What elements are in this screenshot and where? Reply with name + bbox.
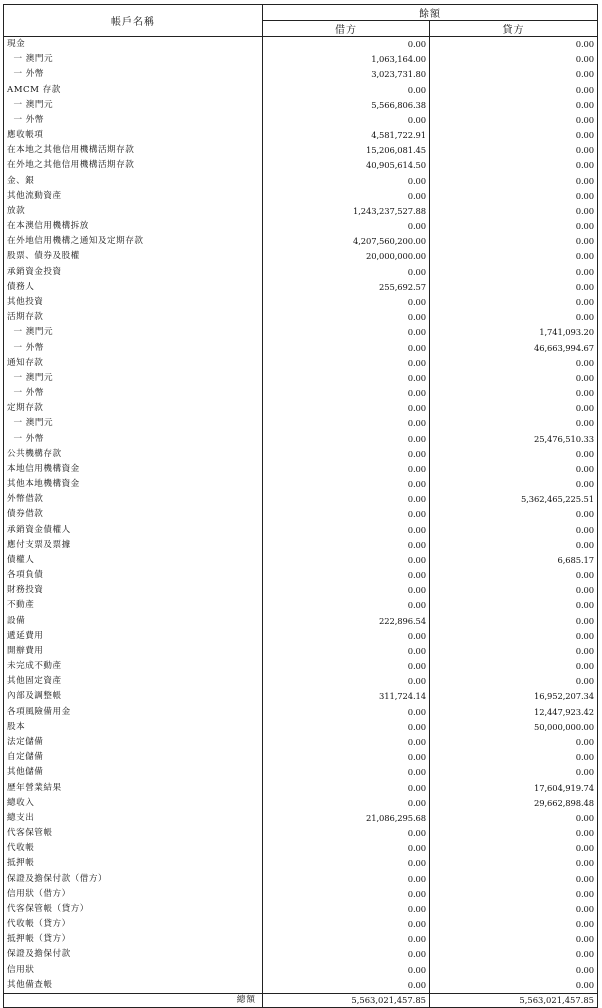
credit-value: 0.00 <box>430 67 598 82</box>
account-name: 在本澳信用機構拆放 <box>4 219 263 234</box>
account-name: 各項負債 <box>4 568 263 583</box>
account-name: 開辦費用 <box>4 644 263 659</box>
table-row <box>4 507 598 522</box>
table-row <box>4 462 598 477</box>
debit-value: 0.00 <box>263 265 430 280</box>
table-row <box>4 265 598 280</box>
table-row <box>4 962 598 977</box>
account-name: 設備 <box>4 614 263 629</box>
credit-value: 16,952,207.34 <box>430 689 598 704</box>
account-name: 承銷資金投資 <box>4 265 263 280</box>
credit-value: 0.00 <box>430 265 598 280</box>
credit-value: 0.00 <box>430 932 598 947</box>
debit-value: 0.00 <box>263 37 430 53</box>
debit-value: 20,000,000.00 <box>263 249 430 264</box>
credit-value: 0.00 <box>430 113 598 128</box>
account-name: 一 外幣 <box>4 431 263 446</box>
debit-value: 0.00 <box>263 189 430 204</box>
account-name: 金、銀 <box>4 174 263 189</box>
account-name: 放款 <box>4 204 263 219</box>
credit-value: 0.00 <box>430 523 598 538</box>
debit-value: 0.00 <box>263 902 430 917</box>
trial-balance-table <box>3 4 598 1008</box>
account-name-header: 帳戶名稱 <box>4 5 263 37</box>
credit-value: 0.00 <box>430 674 598 689</box>
account-name: 信用狀 <box>4 962 263 977</box>
credit-value: 0.00 <box>430 644 598 659</box>
table-footer <box>4 993 598 1007</box>
debit-value: 0.00 <box>263 174 430 189</box>
account-name: 本地信用機構資金 <box>4 462 263 477</box>
debit-value: 311,724.14 <box>263 689 430 704</box>
table-row <box>4 811 598 826</box>
credit-value: 0.00 <box>430 416 598 431</box>
table-row <box>4 780 598 795</box>
account-name: 外幣借款 <box>4 492 263 507</box>
account-name: 不動產 <box>4 598 263 613</box>
table-row <box>4 765 598 780</box>
debit-value: 0.00 <box>263 856 430 871</box>
debit-value: 0.00 <box>263 416 430 431</box>
debit-value: 0.00 <box>263 659 430 674</box>
table-row <box>4 871 598 886</box>
account-name: 一 澳門元 <box>4 52 263 67</box>
table-row <box>4 401 598 416</box>
credit-value: 0.00 <box>430 598 598 613</box>
account-name: 一 外幣 <box>4 340 263 355</box>
credit-value: 0.00 <box>430 841 598 856</box>
account-name: 其他備查帳 <box>4 978 263 994</box>
table-row <box>4 174 598 189</box>
account-name: 在外地信用機構之通知及定期存款 <box>4 234 263 249</box>
account-name: 抵押帳（貸方） <box>4 932 263 947</box>
account-name: 代收帳（貸方） <box>4 917 263 932</box>
debit-header: 借方 <box>263 21 430 37</box>
credit-header: 貸方 <box>430 21 598 37</box>
credit-value: 0.00 <box>430 37 598 53</box>
credit-value: 0.00 <box>430 735 598 750</box>
account-name: 歷年營業結果 <box>4 780 263 795</box>
credit-value: 1,741,093.20 <box>430 325 598 340</box>
account-name: 債務人 <box>4 280 263 295</box>
debit-value: 0.00 <box>263 887 430 902</box>
debit-value: 21,086,295.68 <box>263 811 430 826</box>
credit-value: 0.00 <box>430 356 598 371</box>
total-debit: 5,563,021,457.85 <box>263 993 430 1007</box>
credit-value: 0.00 <box>430 568 598 583</box>
total-label: 總額 <box>4 993 263 1007</box>
debit-value: 0.00 <box>263 583 430 598</box>
table-row <box>4 644 598 659</box>
credit-value: 0.00 <box>430 629 598 644</box>
debit-value: 0.00 <box>263 674 430 689</box>
table-row <box>4 204 598 219</box>
debit-value: 0.00 <box>263 765 430 780</box>
debit-value: 0.00 <box>263 553 430 568</box>
debit-value: 0.00 <box>263 431 430 446</box>
credit-value: 0.00 <box>430 978 598 994</box>
credit-value: 0.00 <box>430 765 598 780</box>
credit-value: 0.00 <box>430 826 598 841</box>
credit-value: 12,447,923.42 <box>430 705 598 720</box>
table-row <box>4 67 598 82</box>
credit-value: 0.00 <box>430 917 598 932</box>
total-row <box>4 993 598 1007</box>
credit-value: 0.00 <box>430 947 598 962</box>
account-name: 各項風險備用金 <box>4 705 263 720</box>
table-row <box>4 143 598 158</box>
account-name: 總支出 <box>4 811 263 826</box>
debit-value: 3,023,731.80 <box>263 67 430 82</box>
debit-value: 0.00 <box>263 598 430 613</box>
debit-value: 0.00 <box>263 871 430 886</box>
credit-value: 0.00 <box>430 750 598 765</box>
credit-value: 0.00 <box>430 52 598 67</box>
table-row <box>4 83 598 98</box>
credit-value: 0.00 <box>430 189 598 204</box>
table-row <box>4 887 598 902</box>
table-row <box>4 826 598 841</box>
credit-value: 0.00 <box>430 83 598 98</box>
debit-value: 0.00 <box>263 340 430 355</box>
debit-value: 0.00 <box>263 523 430 538</box>
debit-value: 0.00 <box>263 962 430 977</box>
credit-value: 46,663,994.67 <box>430 340 598 355</box>
account-name: 代客保管帳（貸方） <box>4 902 263 917</box>
debit-value: 0.00 <box>263 325 430 340</box>
debit-value: 0.00 <box>263 401 430 416</box>
credit-value: 0.00 <box>430 583 598 598</box>
debit-value: 40,905,614.50 <box>263 158 430 173</box>
table-row <box>4 841 598 856</box>
debit-value: 0.00 <box>263 796 430 811</box>
account-name: 自定儲備 <box>4 750 263 765</box>
table-row <box>4 629 598 644</box>
table-row <box>4 325 598 340</box>
table-row <box>4 128 598 143</box>
table-row <box>4 553 598 568</box>
table-row <box>4 735 598 750</box>
account-name: 一 澳門元 <box>4 98 263 113</box>
debit-value: 0.00 <box>263 644 430 659</box>
account-name: 承銷資金債權人 <box>4 523 263 538</box>
table-row <box>4 234 598 249</box>
credit-value: 0.00 <box>430 371 598 386</box>
credit-value: 0.00 <box>430 659 598 674</box>
table-row <box>4 856 598 871</box>
table-row <box>4 659 598 674</box>
table-row <box>4 158 598 173</box>
credit-value: 25,476,510.33 <box>430 431 598 446</box>
account-name: 股票、債券及股權 <box>4 249 263 264</box>
credit-value: 0.00 <box>430 204 598 219</box>
debit-value: 0.00 <box>263 477 430 492</box>
account-name: 內部及調整帳 <box>4 689 263 704</box>
debit-value: 1,063,164.00 <box>263 52 430 67</box>
debit-value: 222,896.54 <box>263 614 430 629</box>
credit-value: 0.00 <box>430 538 598 553</box>
account-name: 一 澳門元 <box>4 416 263 431</box>
debit-value: 0.00 <box>263 386 430 401</box>
table-row <box>4 52 598 67</box>
credit-value: 0.00 <box>430 462 598 477</box>
debit-value: 5,566,806.38 <box>263 98 430 113</box>
debit-value: 0.00 <box>263 462 430 477</box>
credit-value: 0.00 <box>430 871 598 886</box>
table-row <box>4 295 598 310</box>
table-row <box>4 796 598 811</box>
account-name: 其他投資 <box>4 295 263 310</box>
credit-value: 0.00 <box>430 386 598 401</box>
trial-balance-sheet <box>3 4 597 1008</box>
account-name: 其他流動資產 <box>4 189 263 204</box>
table-row <box>4 492 598 507</box>
account-name: 一 澳門元 <box>4 325 263 340</box>
debit-value: 0.00 <box>263 356 430 371</box>
account-name: 保證及擔保付款（借方） <box>4 871 263 886</box>
credit-value: 0.00 <box>430 401 598 416</box>
account-name: 債券借款 <box>4 507 263 522</box>
account-name: 應收帳項 <box>4 128 263 143</box>
table-row <box>4 598 598 613</box>
table-row <box>4 674 598 689</box>
credit-value: 0.00 <box>430 174 598 189</box>
debit-value: 0.00 <box>263 507 430 522</box>
table-row <box>4 750 598 765</box>
debit-value: 0.00 <box>263 826 430 841</box>
account-name: 在本地之其他信用機構活期存款 <box>4 143 263 158</box>
account-name: 其他儲備 <box>4 765 263 780</box>
account-name: 未完成不動產 <box>4 659 263 674</box>
account-name: 一 外幣 <box>4 113 263 128</box>
debit-value: 0.00 <box>263 978 430 994</box>
credit-value: 0.00 <box>430 507 598 522</box>
table-row <box>4 98 598 113</box>
account-name: 法定儲備 <box>4 735 263 750</box>
table-row <box>4 538 598 553</box>
debit-value: 0.00 <box>263 310 430 325</box>
debit-value: 15,206,081.45 <box>263 143 430 158</box>
debit-value: 4,207,560,200.00 <box>263 234 430 249</box>
credit-value: 0.00 <box>430 310 598 325</box>
credit-value: 29,662,898.48 <box>430 796 598 811</box>
table-row <box>4 249 598 264</box>
table-header <box>4 5 598 37</box>
debit-value: 1,243,237,527.88 <box>263 204 430 219</box>
account-name: 其他固定資產 <box>4 674 263 689</box>
table-row <box>4 431 598 446</box>
table-row <box>4 113 598 128</box>
account-name: 其他本地機構資金 <box>4 477 263 492</box>
debit-value: 0.00 <box>263 371 430 386</box>
credit-value: 0.00 <box>430 128 598 143</box>
account-name: 保證及擔保付款 <box>4 947 263 962</box>
table-body <box>4 37 598 994</box>
debit-value: 0.00 <box>263 705 430 720</box>
table-row <box>4 917 598 932</box>
account-name: 一 澳門元 <box>4 371 263 386</box>
account-name: 活期存款 <box>4 310 263 325</box>
table-row <box>4 416 598 431</box>
table-row <box>4 477 598 492</box>
credit-value: 0.00 <box>430 158 598 173</box>
account-name: 公共機構存款 <box>4 447 263 462</box>
table-row <box>4 978 598 994</box>
table-row <box>4 705 598 720</box>
debit-value: 0.00 <box>263 735 430 750</box>
account-name: 代客保管帳 <box>4 826 263 841</box>
credit-value: 0.00 <box>430 902 598 917</box>
credit-value: 0.00 <box>430 249 598 264</box>
table-row <box>4 902 598 917</box>
credit-value: 0.00 <box>430 447 598 462</box>
debit-value: 0.00 <box>263 538 430 553</box>
account-name: 一 外幣 <box>4 386 263 401</box>
credit-value: 0.00 <box>430 98 598 113</box>
account-name: 現金 <box>4 37 263 53</box>
debit-value: 0.00 <box>263 720 430 735</box>
account-name: 在外地之其他信用機構活期存款 <box>4 158 263 173</box>
debit-value: 0.00 <box>263 780 430 795</box>
credit-value: 0.00 <box>430 856 598 871</box>
credit-value: 0.00 <box>430 962 598 977</box>
table-row <box>4 280 598 295</box>
credit-value: 6,685.17 <box>430 553 598 568</box>
credit-value: 0.00 <box>430 280 598 295</box>
table-row <box>4 720 598 735</box>
debit-value: 0.00 <box>263 447 430 462</box>
credit-value: 17,604,919.74 <box>430 780 598 795</box>
table-row <box>4 189 598 204</box>
account-name: AMCM 存款 <box>4 83 263 98</box>
table-row <box>4 447 598 462</box>
debit-value: 0.00 <box>263 219 430 234</box>
debit-value: 0.00 <box>263 841 430 856</box>
table-row <box>4 356 598 371</box>
table-row <box>4 340 598 355</box>
account-name: 定期存款 <box>4 401 263 416</box>
debit-value: 0.00 <box>263 947 430 962</box>
table-row <box>4 947 598 962</box>
table-row <box>4 371 598 386</box>
table-row <box>4 614 598 629</box>
debit-value: 0.00 <box>263 750 430 765</box>
account-name: 通知存款 <box>4 356 263 371</box>
credit-value: 0.00 <box>430 477 598 492</box>
table-row <box>4 310 598 325</box>
debit-value: 0.00 <box>263 932 430 947</box>
account-name: 債權人 <box>4 553 263 568</box>
table-row <box>4 568 598 583</box>
credit-value: 50,000,000.00 <box>430 720 598 735</box>
debit-value: 0.00 <box>263 917 430 932</box>
debit-value: 0.00 <box>263 295 430 310</box>
account-name: 代收帳 <box>4 841 263 856</box>
debit-value: 0.00 <box>263 492 430 507</box>
credit-value: 0.00 <box>430 811 598 826</box>
balance-header: 餘額 <box>263 5 598 21</box>
account-name: 應付支票及票據 <box>4 538 263 553</box>
credit-value: 0.00 <box>430 614 598 629</box>
credit-value: 5,362,465,225.51 <box>430 492 598 507</box>
debit-value: 4,581,722.91 <box>263 128 430 143</box>
table-row <box>4 386 598 401</box>
credit-value: 0.00 <box>430 234 598 249</box>
debit-value: 0.00 <box>263 568 430 583</box>
account-name: 信用狀（借方） <box>4 887 263 902</box>
account-name: 一 外幣 <box>4 67 263 82</box>
table-row <box>4 523 598 538</box>
account-name: 遞延費用 <box>4 629 263 644</box>
total-credit: 5,563,021,457.85 <box>430 993 598 1007</box>
table-row <box>4 219 598 234</box>
account-name: 財務投資 <box>4 583 263 598</box>
credit-value: 0.00 <box>430 295 598 310</box>
debit-value: 255,692.57 <box>263 280 430 295</box>
account-name: 股本 <box>4 720 263 735</box>
table-row <box>4 583 598 598</box>
account-name: 總收入 <box>4 796 263 811</box>
account-name: 抵押帳 <box>4 856 263 871</box>
table-row <box>4 37 598 53</box>
credit-value: 0.00 <box>430 219 598 234</box>
table-row <box>4 932 598 947</box>
credit-value: 0.00 <box>430 143 598 158</box>
debit-value: 0.00 <box>263 629 430 644</box>
table-row <box>4 689 598 704</box>
debit-value: 0.00 <box>263 113 430 128</box>
debit-value: 0.00 <box>263 83 430 98</box>
credit-value: 0.00 <box>430 887 598 902</box>
